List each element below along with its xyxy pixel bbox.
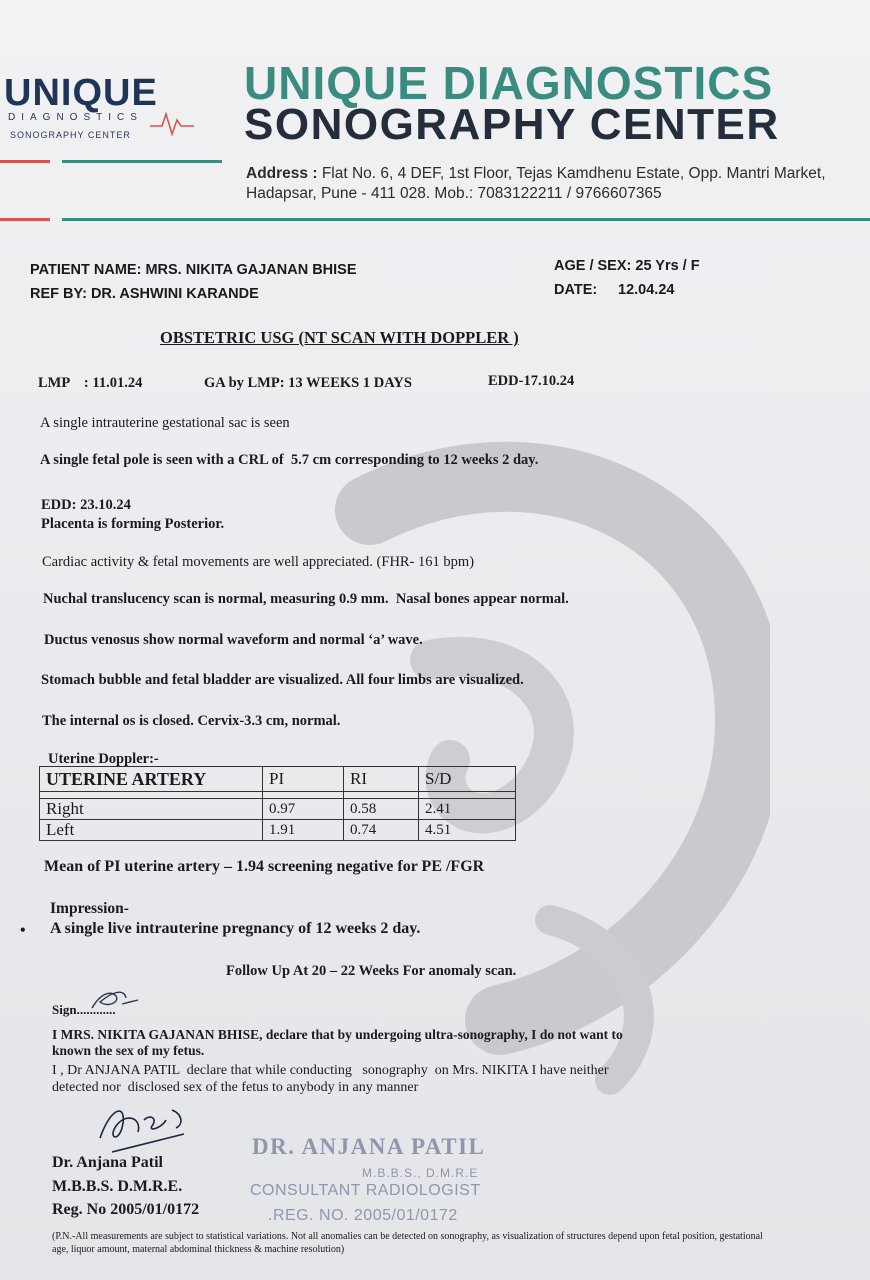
follow-up: Follow Up At 20 – 22 Weeks For anomaly scan. — [226, 963, 517, 979]
doctor-declaration-1: I , Dr ANJANA PATIL declare that while conducting sonography on Mrs. NIKITA I have neither — [52, 1063, 609, 1078]
signatory-name: Dr. Anjana Patil — [52, 1154, 163, 1171]
table-cell: 2.41 — [419, 799, 516, 820]
table-row — [40, 799, 516, 820]
cardiac-activity: Cardiac activity & fetal movements are well appreciated. (FHR- 161 bpm) — [42, 554, 475, 570]
table-row — [40, 792, 516, 799]
impression-text: A single live intrauterine pregnancy of 12 weeks 2 day. — [50, 920, 421, 937]
heartbeat-icon — [150, 110, 194, 136]
sign-line: Sign............ — [52, 1002, 116, 1017]
doppler-table — [39, 766, 516, 841]
signatory-reg: Reg. No 2005/01/0172 — [52, 1201, 200, 1218]
header-divider — [0, 160, 50, 163]
internal-os: The internal os is closed. Cervix-3.3 cm, normal. — [42, 713, 341, 729]
patient-declaration-1: I MRS. NIKITA GAJANAN BHISE, declare that by undergoing ultra-sonography, I do not want to — [52, 1027, 623, 1042]
finding-crl: A single fetal pole is seen with a CRL of 5.7 cm corresponding to 12 weeks 2 day. — [40, 452, 539, 468]
finding-sac: A single intrauterine gestational sac is seen — [40, 415, 290, 431]
address-label: Address : — [246, 165, 318, 182]
doctor-declaration-2: detected nor disclosed sex of the fetus to anybody in any manner — [52, 1080, 419, 1095]
stamp-name: DR. ANJANA PATIL — [252, 1134, 486, 1159]
edd: EDD: 23.10.24 — [41, 497, 131, 513]
stamp-title: CONSULTANT RADIOLOGIST — [250, 1182, 481, 1199]
table-cell: 1.91 — [263, 820, 344, 841]
patient-name: PATIENT NAME: MRS. NIKITA GAJANAN BHISE — [30, 262, 357, 278]
table-cell: Left — [40, 820, 263, 841]
table-cell: 0.97 — [263, 799, 344, 820]
header-divider — [62, 160, 222, 163]
nuchal-translucency: Nuchal translucency scan is normal, measuring 0.9 mm. Nasal bones appear normal. — [43, 591, 569, 607]
table-cell: Right — [40, 799, 263, 820]
logo-wordmark: UNIQUE — [4, 72, 158, 114]
placenta: Placenta is forming Posterior. — [41, 516, 225, 532]
referring-doctor: REF BY: DR. ASHWINI KARANDE — [30, 286, 259, 302]
address-block — [246, 164, 826, 204]
impression-label: Impression- — [50, 900, 129, 917]
ga-by-lmp: GA by LMP: 13 WEEKS 1 DAYS — [204, 375, 412, 391]
brand-title: UNIQUE DIAGNOSTICS — [244, 57, 774, 109]
report-title: OBSTETRIC USG (NT SCAN WITH DOPPLER ) — [160, 328, 519, 347]
report-date: 12.04.24 — [618, 282, 675, 298]
bullet: • — [20, 922, 26, 939]
table-row — [40, 820, 516, 841]
footnote: (P.N.-All measurements are subject to statistical variations. Not all anomalies can be detected on sonography, as visualization of structures depend upon fetal position, gestational age, liquor amount, maternal abdominal thickness & machine resolution) — [52, 1231, 763, 1255]
column-header: S/D — [419, 767, 516, 792]
header-divider — [62, 218, 870, 221]
table-cell: 0.74 — [344, 820, 419, 841]
column-header: UTERINE ARTERY — [40, 767, 263, 792]
report-date-label: DATE: — [554, 282, 598, 298]
patient-declaration-2: known the sex of my fetus. — [52, 1043, 205, 1058]
doctor-signature — [92, 1098, 192, 1158]
logo-subtitle: DIAGNOSTICS — [8, 112, 143, 123]
edd-by-lmp: EDD-17.10.24 — [488, 373, 575, 389]
stamp-reg: .REG. NO. 2005/01/0172 — [268, 1207, 458, 1224]
lmp: LMP : 11.01.24 — [38, 375, 143, 391]
watermark-logo — [250, 400, 770, 1100]
age-sex: AGE / SEX: 25 Yrs / F — [554, 258, 700, 274]
logo-subtitle-2: SONOGRAPHY CENTER — [10, 130, 131, 140]
ductus-venosus: Ductus venosus show normal waveform and normal ‘a’ wave. — [44, 632, 423, 648]
column-header: RI — [344, 767, 419, 792]
header-divider — [0, 218, 50, 221]
address-line-2: Hadapsar, Pune - 411 028. Mob.: 7083122211 / 9766607365 — [246, 185, 662, 202]
stomach-bladder: Stomach bubble and fetal bladder are visualized. All four limbs are visualized. — [41, 672, 524, 688]
table-cell: 0.58 — [344, 799, 419, 820]
column-header: PI — [263, 767, 344, 792]
table-header-row — [40, 767, 516, 792]
signatory-degree: M.B.B.S. D.M.R.E. — [52, 1178, 183, 1195]
doppler-heading: Uterine Doppler:- — [48, 751, 159, 767]
address-line-1: Flat No. 6, 4 DEF, 1st Floor, Tejas Kamdhenu Estate, Opp. Mantri Market, — [321, 165, 826, 182]
stamp-degree: M.B.B.S., D.M.R.E — [362, 1166, 479, 1180]
table-cell: 4.51 — [419, 820, 516, 841]
brand-subtitle: SONOGRAPHY CENTER — [244, 100, 780, 149]
mean-pi: Mean of PI uterine artery – 1.94 screening negative for PE /FGR — [44, 858, 485, 875]
